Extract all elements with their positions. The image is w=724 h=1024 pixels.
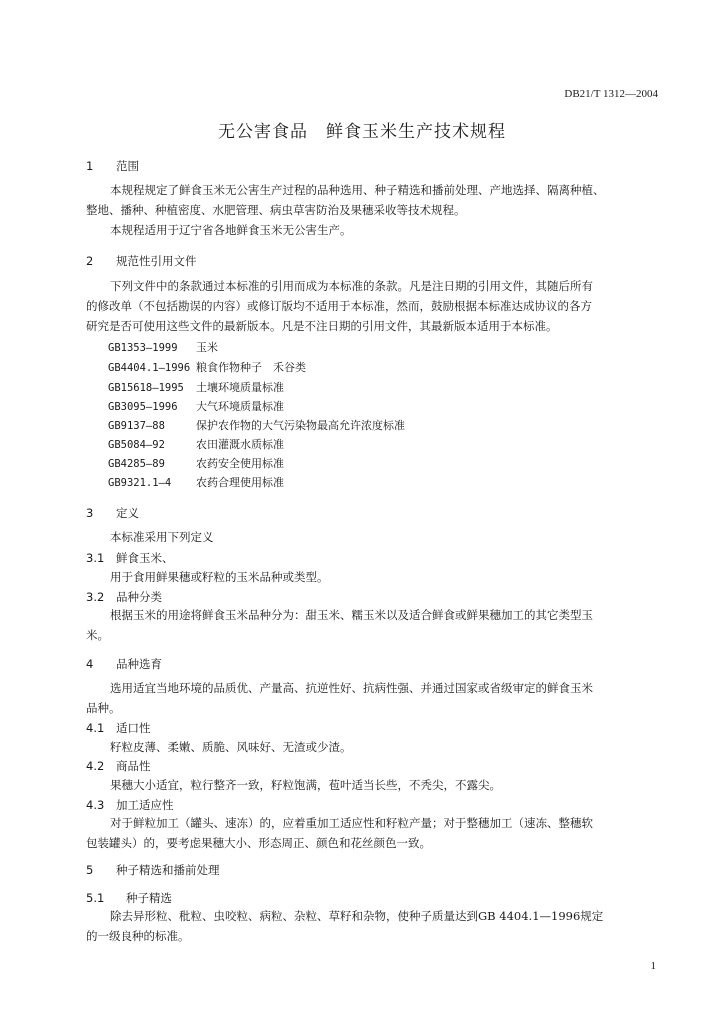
section-number: 4	[86, 657, 94, 671]
paragraph: 对于鲜粒加工（罐头、速冻）的，应着重加工适应性和籽粒产量；对于整穗加工（速冻、整穗软	[110, 816, 593, 830]
section-4-heading	[86, 656, 162, 672]
subsection-heading	[86, 589, 162, 605]
reference-name: 玉米	[196, 341, 218, 354]
reference-code: GB9137—88	[108, 420, 165, 432]
reference-item	[108, 398, 284, 414]
paragraph: 下列文件中的条款通过本标准的引用而成为本标准的条款。凡是注日期的引用文件，其随后所有	[110, 279, 593, 293]
subsection-heading	[86, 720, 151, 736]
section-5-heading	[86, 862, 220, 878]
paragraph: 包装罐头）的，要考虑果穗大小、形态周正、颜色和花丝颜色一致。	[86, 836, 431, 850]
subsection-number: 4.1	[86, 721, 105, 735]
reference-code: GB4404.1—1996	[108, 362, 191, 374]
subsection-heading	[86, 890, 172, 906]
paragraph: 选用适宜当地环境的品质优、产量高、抗逆性好、抗病性强、并通过国家或省级审定的鲜食玉米	[110, 681, 593, 695]
section-title: 种子精选和播前处理	[116, 863, 220, 877]
section-title: 范围	[116, 159, 139, 173]
subsection-number: 3.2	[86, 590, 105, 604]
reference-name: 农药合理使用标准	[196, 476, 284, 489]
paragraph: 整地、播种、种植密度、水肥管理、病虫草害防治及果穗采收等技术规程。	[86, 203, 466, 217]
subsection-number: 4.3	[86, 798, 105, 812]
document-title: 无公害食品 鲜食玉米生产技术规程	[218, 122, 506, 142]
section-number: 3	[86, 506, 94, 520]
paragraph: 籽粒皮薄、柔嫩、质脆、风味好、无渣或少渣。	[110, 740, 352, 754]
reference-name: 保护农作物的大气污染物最高允许浓度标准	[196, 419, 405, 432]
reference-code: GB9321.1—4	[108, 477, 172, 489]
paragraph: 的一级良种的标准。	[86, 929, 190, 943]
reference-name: 土壤环境质量标准	[196, 381, 284, 394]
subsection-number: 5.1	[86, 891, 105, 905]
section-number: 5	[86, 863, 94, 877]
section-number: 1	[86, 159, 94, 173]
section-title: 定义	[116, 506, 139, 520]
subsection-number: 4.2	[86, 759, 105, 773]
subsection-heading	[86, 550, 174, 566]
subsection-title: 适口性	[116, 721, 151, 735]
paragraph: 本标准采用下列定义	[110, 530, 214, 544]
reference-item	[108, 455, 284, 471]
reference-name: 农药安全使用标准	[196, 457, 284, 470]
reference-code: GB4285—89	[108, 458, 165, 470]
reference-name: 大气环境质量标准	[196, 400, 284, 413]
paragraph: 研究是否可使用这些文件的最新版本。凡是不注日期的引用文件，其最新版本适用于本标准。	[86, 319, 558, 333]
subsection-title: 加工适应性	[116, 798, 174, 812]
reference-item	[108, 359, 306, 375]
subsection-title: 种子精选	[126, 891, 172, 905]
section-2-heading	[86, 253, 197, 269]
reference-name: 粮食作物种子 禾谷类	[196, 361, 306, 374]
subsection-title: 鲜食玉米、	[116, 551, 174, 565]
standard-code: DB21/T 1312—2004	[564, 88, 658, 100]
section-number: 2	[86, 254, 94, 268]
paragraph: 本规程规定了鲜食玉米无公害生产过程的品种选用、种子精选和播前处理、产地选择、隔离种植、	[110, 183, 605, 197]
paragraph: 用于食用鲜果穗或籽粒的玉米品种或类型。	[110, 570, 329, 584]
section-1-heading	[86, 158, 139, 174]
paragraph: 米。	[86, 628, 109, 642]
paragraph: 品种。	[86, 701, 121, 715]
subsection-title: 商品性	[116, 759, 151, 773]
reference-item	[108, 474, 284, 490]
reference-item	[108, 339, 218, 355]
paragraph: 根据玉米的用途将鲜食玉米品种分为：甜玉米、糯玉米以及适合鲜食或鲜果穗加工的其它类型玉	[110, 608, 593, 622]
reference-code: GB15618—1995	[108, 382, 184, 394]
reference-item	[108, 417, 405, 433]
paragraph: 的修改单（不包括勘误的内容）或修订版均不适用于本标准，然而，鼓励根据本标准达成协议的各方	[86, 299, 592, 313]
section-title: 规范性引用文件	[116, 254, 197, 268]
section-3-heading	[86, 505, 139, 521]
page-number: 1	[650, 960, 656, 972]
reference-code: GB3095—1996	[108, 401, 178, 413]
reference-code: GB5084—92	[108, 439, 165, 451]
subsection-heading	[86, 758, 151, 774]
paragraph: 除去异形粒、秕粒、虫咬粒、病粒、杂粒、草籽和杂物，使种子质量达到GB 4404.1—1996规定	[110, 909, 604, 923]
reference-item	[108, 379, 284, 395]
section-title: 品种选育	[116, 657, 162, 671]
subsection-heading	[86, 797, 174, 813]
subsection-title: 品种分类	[116, 590, 162, 604]
paragraph: 果穗大小适宜，粒行整齐一致，籽粒饱满，苞叶适当长些，不秃尖，不露尖。	[110, 778, 501, 792]
reference-name: 农田灌溉水质标准	[196, 438, 284, 451]
subsection-number: 3.1	[86, 551, 105, 565]
reference-item	[108, 436, 284, 452]
paragraph: 本规程适用于辽宁省各地鲜食玉米无公害生产。	[110, 223, 352, 237]
reference-code: GB1353—1999	[108, 342, 178, 354]
